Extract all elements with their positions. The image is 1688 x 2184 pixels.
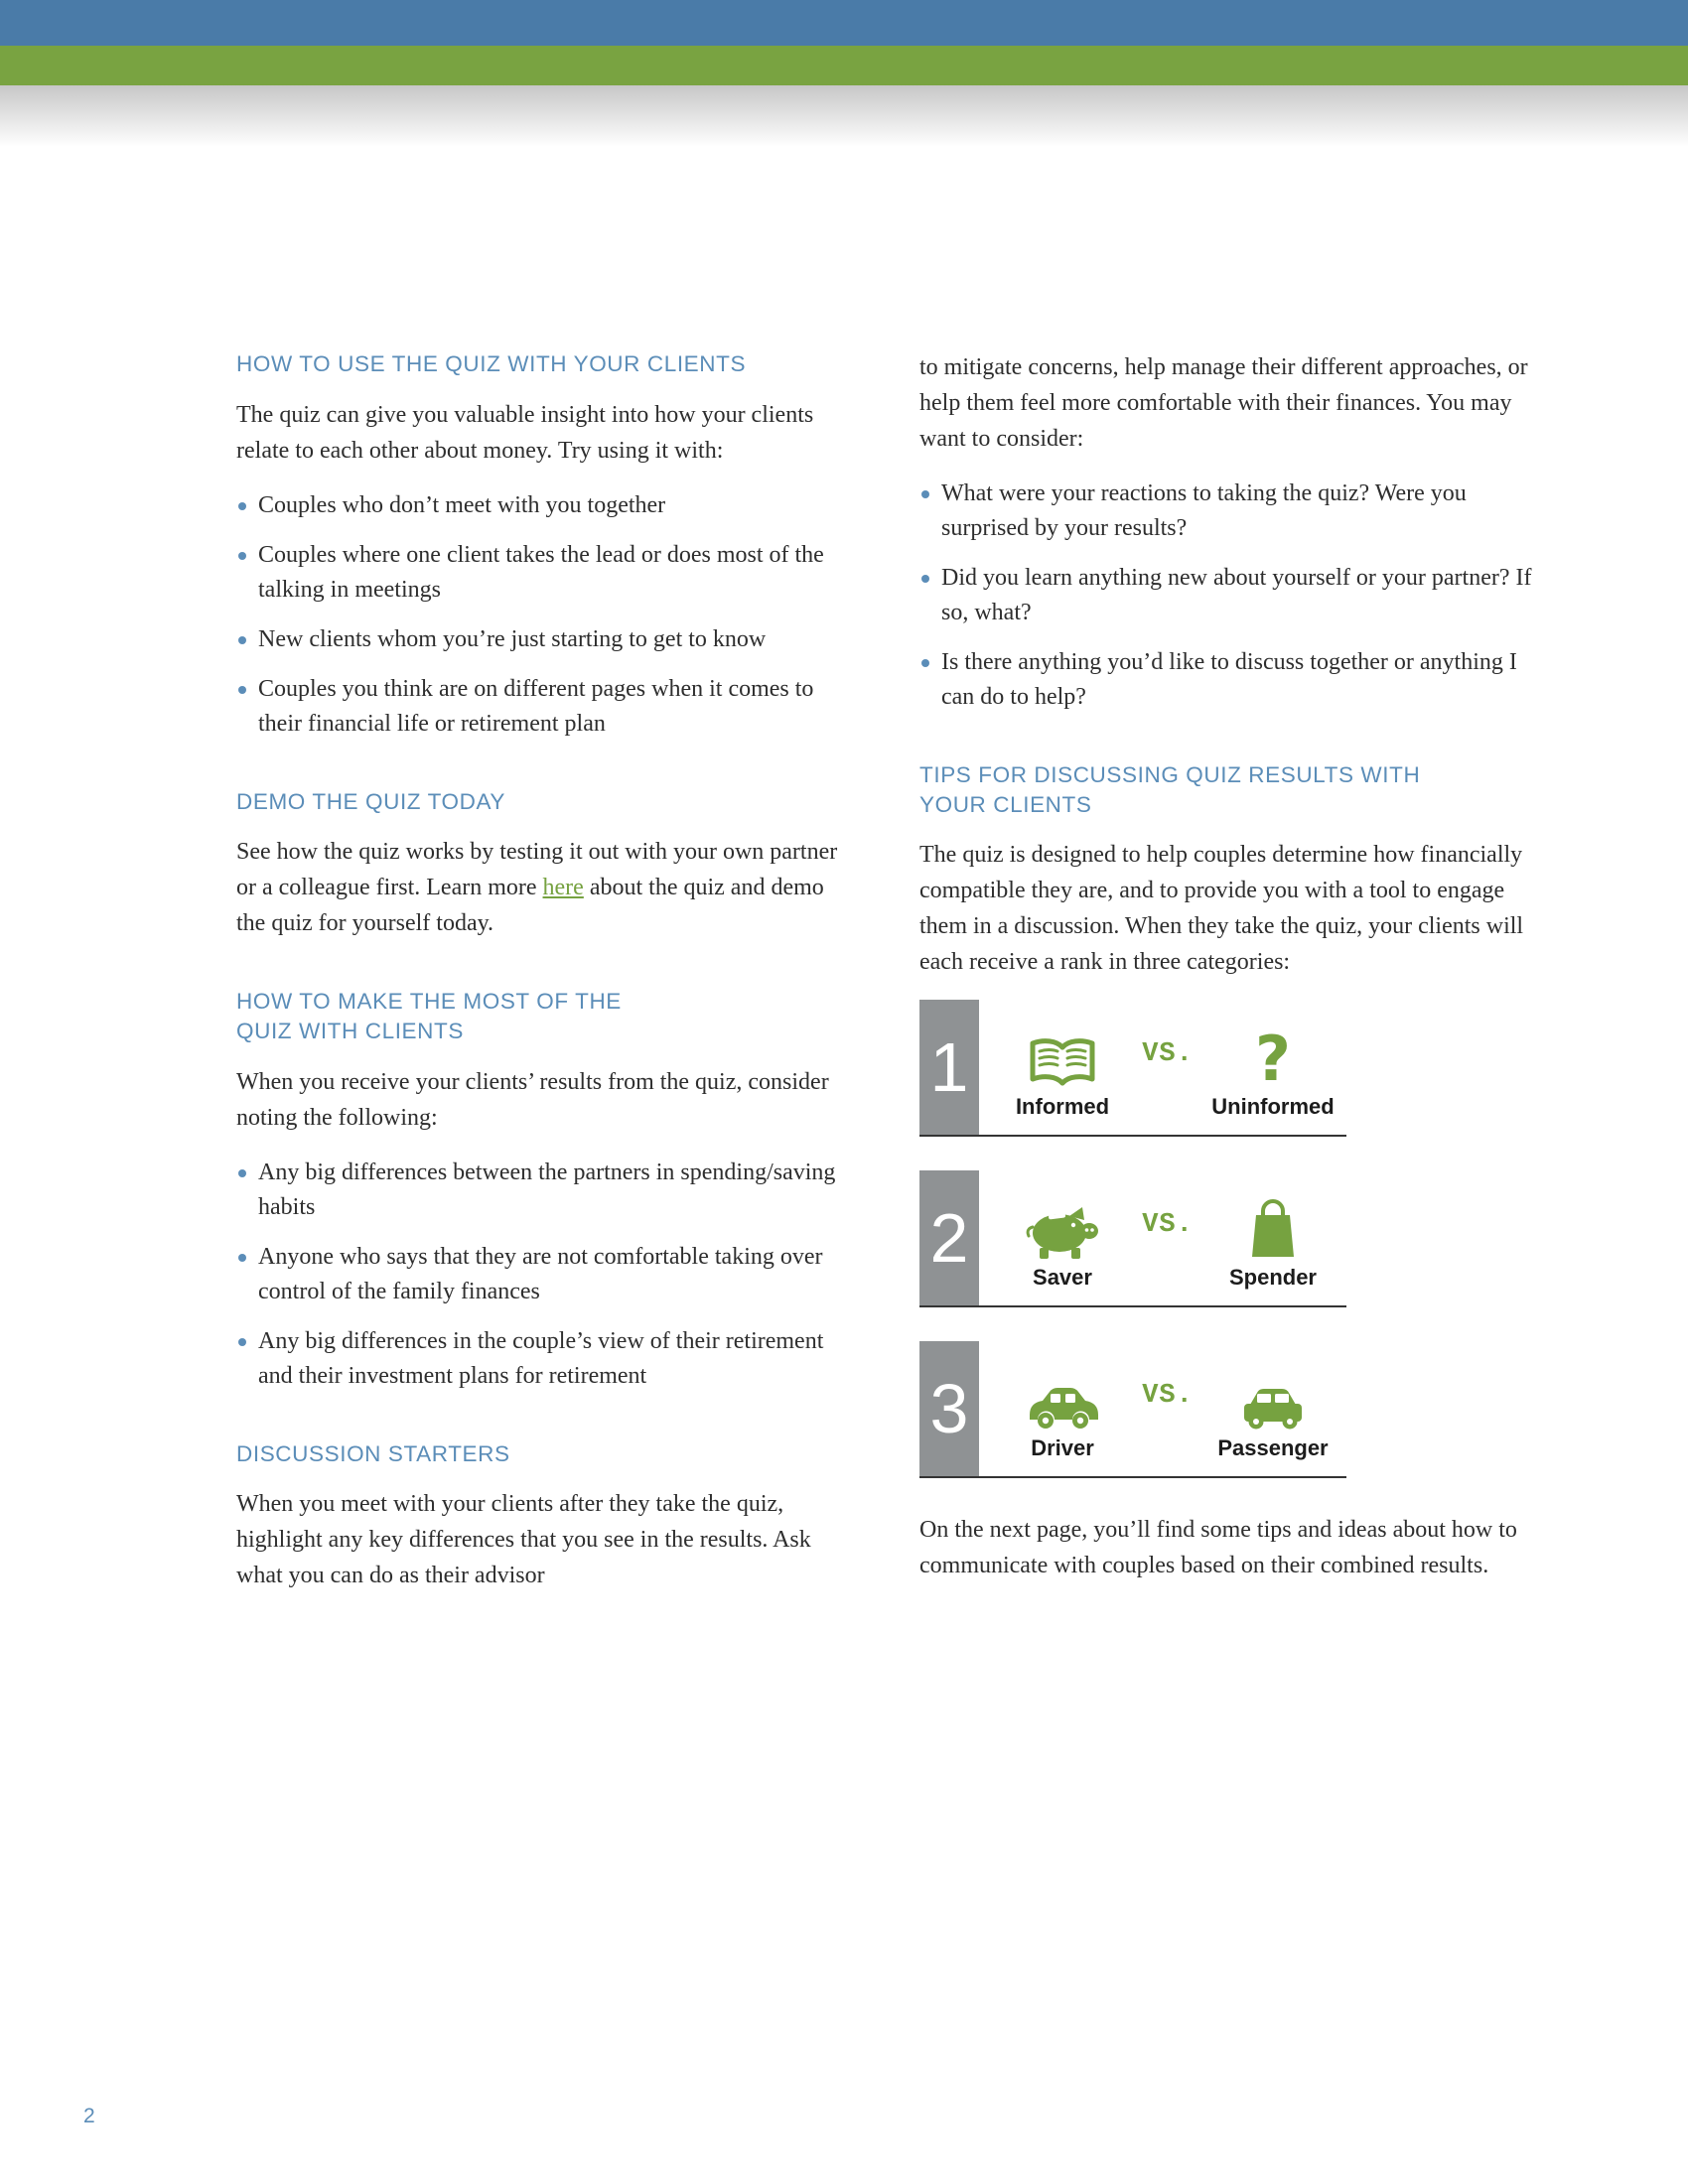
top-green-bar xyxy=(0,46,1688,85)
list-item xyxy=(919,561,1539,630)
passenger-car-icon xyxy=(1236,1357,1310,1431)
paragraph-demo xyxy=(236,834,856,941)
list-item-text: New clients whom you’re just starting to get to know xyxy=(258,625,767,652)
category-number-box: 1 xyxy=(919,1000,979,1135)
list-item xyxy=(236,672,856,742)
category-label: Passenger xyxy=(1217,1435,1329,1461)
list-item xyxy=(919,645,1539,715)
list-item-text: What were your reactions to taking the quiz? Were you surprised by your results? xyxy=(941,480,1467,541)
discussion-bullet-list xyxy=(919,477,1539,715)
demo-text-after: about the quiz and demo the quiz for yourself today. xyxy=(236,875,824,937)
list-item xyxy=(236,1240,856,1309)
heading-tips-discussing: TIPS FOR DISCUSSING QUIZ RESULTS WITH YOUR CLIENTS xyxy=(919,762,1421,817)
vs-label: VS. xyxy=(1142,1381,1194,1412)
list-item-text: Anyone who says that they are not comfortable taking over control of the family finances xyxy=(258,1243,823,1304)
page-number: 2 xyxy=(83,2105,95,2127)
category-number-box: 2 xyxy=(919,1170,979,1305)
paragraph-continued: to mitigate concerns, help manage their different approaches, or help them feel more comfortable with their finances. You may want to consider: xyxy=(919,354,1528,452)
demo-text-before: See how the quiz works by testing it out with your own partner or a colleague first. Learn more xyxy=(236,839,838,901)
bullet-icon xyxy=(238,636,246,644)
bullet-icon xyxy=(238,502,246,510)
top-blue-bar xyxy=(0,0,1688,46)
paragraph-starters: When you meet with your clients after they take the quiz, highlight any key differences that you see in the results. Ask what you can do as their advisor xyxy=(236,1491,811,1589)
category-number-box: 3 xyxy=(919,1341,979,1476)
bullet-icon xyxy=(238,686,246,694)
list-item-text: Did you learn anything new about yourself or your partner? If so, what? xyxy=(941,565,1532,625)
list-item-text: Couples you think are on different pages when it comes to their financial life or retirement plan xyxy=(258,675,814,737)
paragraph-tips-intro: The quiz is designed to help couples determine how financially compatible they are, and to provide you with a tool to engage them in a discussion. When they take the quiz, your clients will each receive a rank in three categories: xyxy=(919,842,1524,976)
heading-demo-quiz: DEMO THE QUIZ TODAY xyxy=(236,788,506,814)
list-item xyxy=(919,477,1539,546)
bullet-icon xyxy=(238,1338,246,1346)
list-item xyxy=(236,622,856,657)
bullet-icon xyxy=(238,1169,246,1177)
category-label: Driver xyxy=(1031,1435,1094,1461)
bullet-icon xyxy=(921,490,929,498)
bullet-icon xyxy=(238,1254,246,1262)
category-rank-table xyxy=(919,1000,1539,1478)
right-column xyxy=(919,349,1539,1613)
category-label: Uninformed xyxy=(1211,1094,1335,1120)
list-item-text: Couples where one client takes the lead or does most of the talking in meetings xyxy=(258,541,824,603)
shopping-bag-icon xyxy=(1248,1186,1298,1260)
list-item-text: Couples who don’t meet with you together xyxy=(258,491,666,518)
paragraph-next-page: On the next page, you’ll find some tips and ideas about how to communicate with couples based on their combined results. xyxy=(919,1517,1517,1579)
page-content xyxy=(236,349,1539,1613)
list-item xyxy=(236,488,856,523)
category-label: Spender xyxy=(1228,1265,1317,1291)
paragraph-use-intro: The quiz can give you valuable insight into how your clients relate to each other about money. Try using it with: xyxy=(236,401,814,464)
bullet-icon xyxy=(921,575,929,583)
heading-make-the-most: HOW TO MAKE THE MOST OF THE QUIZ WITH CLIENTS xyxy=(236,989,622,1044)
list-item xyxy=(236,538,856,608)
most-bullet-list xyxy=(236,1156,856,1394)
vs-label: VS. xyxy=(1142,1039,1194,1070)
here-link[interactable]: here xyxy=(542,875,584,901)
list-item-text: Any big differences in the couple’s view of their retirement and their investment plans for retirement xyxy=(258,1327,824,1389)
list-item-text: Is there anything you’d like to discuss together or anything I can do to help? xyxy=(941,649,1517,710)
list-item xyxy=(236,1324,856,1394)
left-column xyxy=(236,349,856,1613)
open-book-icon xyxy=(1025,1016,1100,1089)
category-label: Saver xyxy=(1033,1265,1092,1291)
category-label: Informed xyxy=(1015,1094,1110,1120)
bullet-icon xyxy=(238,552,246,560)
category-row-saver xyxy=(919,1170,1346,1307)
bullet-icon xyxy=(921,659,929,667)
paragraph-most-intro: When you receive your clients’ results from the quiz, consider noting the following: xyxy=(236,1068,829,1131)
driver-car-icon xyxy=(1025,1357,1100,1431)
category-row-driver xyxy=(919,1341,1346,1478)
list-item-text: Any big differences between the partners in spending/saving habits xyxy=(258,1159,836,1220)
category-row-informed xyxy=(919,1000,1346,1137)
question-mark-icon: ? xyxy=(1255,1023,1291,1096)
list-item xyxy=(236,1156,856,1225)
piggy-bank-icon xyxy=(1024,1186,1101,1260)
use-bullet-list xyxy=(236,488,856,742)
vs-label: VS. xyxy=(1142,1210,1194,1241)
heading-discussion-starters: DISCUSSION STARTERS xyxy=(236,1440,510,1466)
heading-how-to-use-quiz: HOW TO USE THE QUIZ WITH YOUR CLIENTS xyxy=(236,351,747,376)
header-shadow-fade xyxy=(0,85,1688,147)
